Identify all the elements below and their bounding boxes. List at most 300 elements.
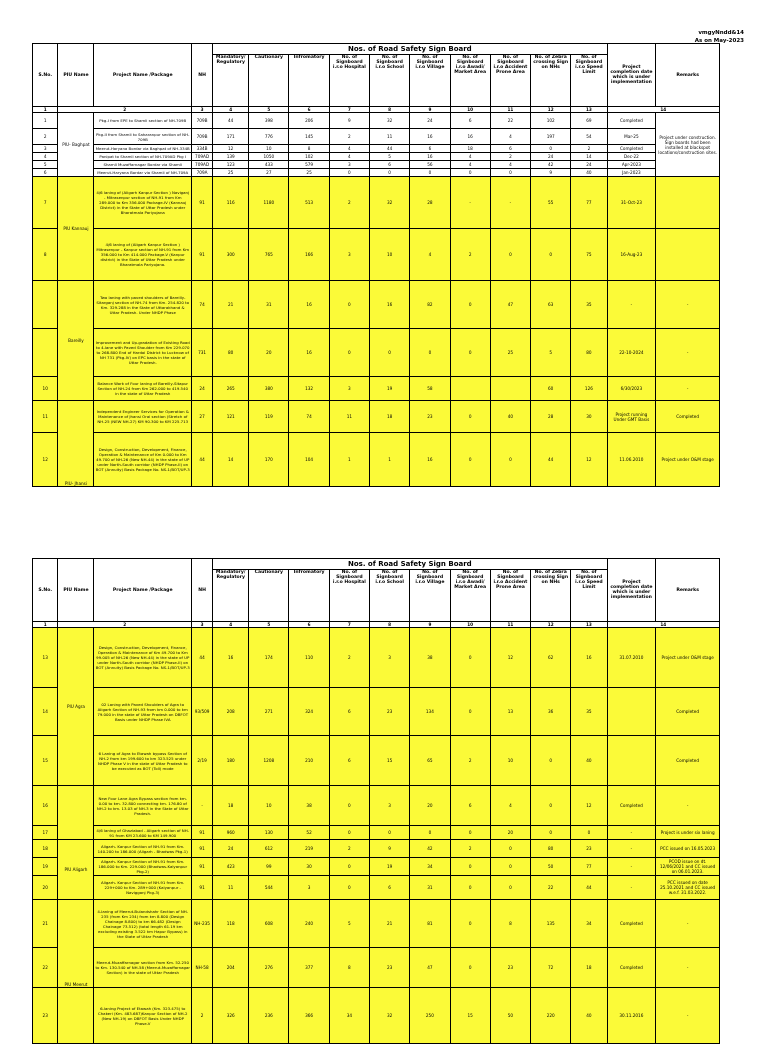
- row-sno: 20: [33, 876, 58, 900]
- row-zebra: 102: [531, 113, 571, 129]
- row-sno: 19: [33, 858, 58, 876]
- col-header-informatory: Infromatory: [289, 570, 329, 622]
- row-remarks: Completed: [656, 401, 720, 433]
- row-project-name: Panipat to Shamli section of NH-709AD Pkg I: [94, 153, 192, 161]
- row-hospital: 2: [329, 840, 369, 858]
- row-cautionary: 1180: [249, 177, 289, 229]
- row-piu-name: PIU Kannauj: [58, 177, 94, 281]
- row-project-name: 4/6 laning of Ghaziabad - Aligarh section of NH-91 from KM 23.600 to KM 149.900: [94, 826, 192, 840]
- row-mandatory: 208: [213, 688, 249, 736]
- row-market: 0: [450, 329, 490, 377]
- row-school: 32: [370, 177, 410, 229]
- row-speed: 77: [571, 858, 607, 876]
- row-accident: 0: [490, 229, 530, 281]
- row-market: 0: [450, 281, 490, 329]
- row-cautionary: 27: [249, 169, 289, 177]
- row-hospital: 0: [329, 329, 369, 377]
- row-piu-name: PIU Agra: [58, 628, 94, 786]
- row-cautionary: 20: [249, 329, 289, 377]
- row-market: -: [450, 177, 490, 229]
- col-header-piu: PIU Name: [58, 44, 94, 107]
- row-mandatory: 326: [213, 988, 249, 1044]
- col-number: 7: [329, 622, 369, 628]
- row-mandatory: 24: [213, 840, 249, 858]
- row-speed: 75: [571, 229, 607, 281]
- row-cautionary: 276: [249, 948, 289, 988]
- row-zebra: 80: [531, 840, 571, 858]
- row-completion: 30.11.2016: [607, 988, 656, 1044]
- row-zebra: 60: [531, 377, 571, 401]
- row-market: 0: [450, 900, 490, 948]
- row-cautionary: 236: [249, 988, 289, 1044]
- table-row: [33, 129, 720, 145]
- row-sno: 4: [33, 153, 58, 161]
- row-accident: 0: [490, 840, 530, 858]
- row-remarks: -: [656, 948, 720, 988]
- col-header-speed: No. of Signboard i.r.o Speed Limit: [571, 570, 607, 622]
- row-nh: 731: [191, 329, 212, 377]
- row-village: 0: [410, 826, 450, 840]
- row-village: 0: [410, 169, 450, 177]
- row-speed: 54: [571, 129, 607, 145]
- row-speed: 40: [571, 169, 607, 177]
- row-speed: 40: [571, 736, 607, 786]
- col-header-sno: S.No.: [33, 559, 58, 622]
- row-village: 134: [410, 688, 450, 736]
- col-number: 7: [329, 107, 369, 113]
- row-village: 42: [410, 840, 450, 858]
- row-village: 81: [410, 900, 450, 948]
- row-cautionary: 119: [249, 401, 289, 433]
- row-cautionary: 398: [249, 113, 289, 129]
- col-number: 11: [490, 107, 530, 113]
- row-mandatory: 116: [213, 177, 249, 229]
- col-header-mandatory: Mandatory/ Regulatory: [213, 570, 249, 622]
- row-remarks: -: [656, 329, 720, 377]
- row-speed: 23: [571, 840, 607, 858]
- row-mandatory: 18: [213, 786, 249, 826]
- row-informatory: 74: [289, 401, 329, 433]
- row-completion: Apr-2023: [607, 161, 656, 169]
- col-header-village: No. of Signboard i.r.o Village: [410, 55, 450, 107]
- row-zebra: 24: [531, 153, 571, 161]
- col-number: 10: [450, 622, 490, 628]
- row-market: 0: [450, 169, 490, 177]
- row-zebra: 63: [531, 281, 571, 329]
- table-row: [33, 876, 720, 900]
- row-speed: 80: [571, 329, 607, 377]
- row-speed: 24: [571, 161, 607, 169]
- row-nh: 709AD: [191, 161, 212, 169]
- row-informatory: 219: [289, 840, 329, 858]
- row-market: 0: [450, 826, 490, 840]
- row-school: 0: [370, 169, 410, 177]
- row-hospital: 1: [329, 433, 369, 487]
- row-sno: 16: [33, 786, 58, 826]
- row-informatory: 166: [289, 229, 329, 281]
- row-hospital: 8: [329, 948, 369, 988]
- table-row: [33, 826, 720, 840]
- row-market: 2: [450, 736, 490, 786]
- row-speed: 34: [571, 900, 607, 948]
- row-village: 34: [410, 858, 450, 876]
- row-village: 6: [410, 145, 450, 153]
- row-accident: 2: [490, 153, 530, 161]
- row-market: [450, 377, 490, 401]
- row-village: 250: [410, 988, 450, 1044]
- col-header-accident: No. of Signboard i.r.o Accident Prone Area: [490, 570, 530, 622]
- row-village: 65: [410, 736, 450, 786]
- row-sno: 21: [33, 900, 58, 948]
- row-accident: 6: [490, 145, 530, 153]
- row-market: 4: [450, 153, 490, 161]
- row-accident: 47: [490, 281, 530, 329]
- row-sno: 7: [33, 177, 58, 229]
- col-number: 6: [289, 622, 329, 628]
- row-cautionary: 170: [249, 433, 289, 487]
- row-school: 3: [370, 628, 410, 688]
- row-completion: -: [607, 281, 656, 329]
- row-mandatory: 16: [213, 628, 249, 688]
- row-piu-name: [58, 786, 94, 840]
- row-accident: 40: [490, 401, 530, 433]
- row-village: 28: [410, 177, 450, 229]
- row-mandatory: 180: [213, 736, 249, 786]
- row-informatory: 8: [289, 145, 329, 153]
- row-mandatory: 960: [213, 826, 249, 840]
- row-speed: 35: [571, 688, 607, 736]
- table-row: [33, 433, 720, 487]
- row-project-name: Pkg-I from EPE to Shamli section of NH-709B: [94, 113, 192, 129]
- row-nh: 91: [191, 858, 212, 876]
- row-cautionary: 130: [249, 826, 289, 840]
- row-informatory: 102: [289, 153, 329, 161]
- row-nh: 709A: [191, 169, 212, 177]
- row-market: 0: [450, 401, 490, 433]
- row-cautionary: 1208: [249, 736, 289, 786]
- row-remarks: -: [656, 988, 720, 1044]
- row-sno: [33, 281, 58, 329]
- row-accident: 4: [490, 129, 530, 145]
- row-completion: 31-Oct-23: [607, 177, 656, 229]
- row-sno: 15: [33, 736, 58, 786]
- col-header-nh: NH: [191, 44, 212, 107]
- row-informatory: 377: [289, 948, 329, 988]
- row-completion: -: [607, 826, 656, 840]
- row-speed: 12: [571, 433, 607, 487]
- col-number: 3: [191, 107, 212, 113]
- table-row: [33, 281, 720, 329]
- row-zebra: 0: [531, 826, 571, 840]
- row-speed: 40: [571, 988, 607, 1044]
- row-accident: 13: [490, 688, 530, 736]
- row-hospital: 0: [329, 786, 369, 826]
- col-number: 4: [213, 107, 249, 113]
- row-school: 19: [370, 377, 410, 401]
- col-header-school: No. of Signboard i.r.o School: [370, 570, 410, 622]
- row-cautionary: 1050: [249, 153, 289, 161]
- col-number: 5: [249, 622, 289, 628]
- col-number: 8: [370, 622, 410, 628]
- row-market: 15: [450, 988, 490, 1044]
- col-number: 6: [289, 107, 329, 113]
- row-village: 58: [410, 377, 450, 401]
- row-hospital: 34: [329, 988, 369, 1044]
- row-zebra: 220: [531, 988, 571, 1044]
- row-zebra: 55: [531, 177, 571, 229]
- row-nh: 2/19: [191, 736, 212, 786]
- row-speed: 69: [571, 113, 607, 129]
- row-mandatory: 204: [213, 948, 249, 988]
- row-village: 4: [410, 229, 450, 281]
- row-hospital: 0: [329, 281, 369, 329]
- row-project-name: Shamli Muzaffarnagar Bordar via Shamli: [94, 161, 192, 169]
- col-header-zebra: No. of Zebra crossing Sign on NHs: [531, 55, 571, 107]
- row-informatory: 52: [289, 826, 329, 840]
- row-village: 23: [410, 401, 450, 433]
- row-school: 15: [370, 736, 410, 786]
- row-hospital: 0: [329, 169, 369, 177]
- col-header-completion: Project completion date which is under implementation: [607, 44, 656, 107]
- row-project-name: Meerut-Haryana Bordar via Shamli of NH-709A: [94, 169, 192, 177]
- row-cautionary: 608: [249, 900, 289, 948]
- col-header-cautionary: Cautionary: [249, 55, 289, 107]
- row-zebra: 28: [531, 401, 571, 433]
- row-hospital: 3: [329, 229, 369, 281]
- col-number: 10: [450, 107, 490, 113]
- row-nh: NH-58: [191, 948, 212, 988]
- row-village: 31: [410, 876, 450, 900]
- row-market: 18: [450, 145, 490, 153]
- row-piu-name: PIU Aligarh: [58, 840, 94, 900]
- col-number: 8: [370, 107, 410, 113]
- row-speed: 14: [571, 153, 607, 161]
- row-accident: 23: [490, 948, 530, 988]
- row-accident: 8: [490, 900, 530, 948]
- row-cautionary: 776: [249, 129, 289, 145]
- row-completion: Completed: [607, 786, 656, 826]
- row-zebra: 50: [531, 858, 571, 876]
- row-informatory: 132: [289, 377, 329, 401]
- row-village: 56: [410, 161, 450, 169]
- row-remarks: -: [656, 900, 720, 948]
- row-informatory: 25: [289, 169, 329, 177]
- row-completion: Completed: [607, 145, 656, 153]
- row-accident: 50: [490, 988, 530, 1044]
- col-header-sno: S.No.: [33, 44, 58, 107]
- row-project-name: 4/6 laning of (Aligarh Kanpur Section ) Naviganj - Mitrasenpur section of NH-91 from Km 289.000 to Km 356.000 Package-IV (Kannauj District) in the State of Uttar Pradesh under Bharatmala Pariyojana: [94, 177, 192, 229]
- row-cautionary: 174: [249, 628, 289, 688]
- row-project-name: 4/6 laning of (Aligarh Kanpur Section ) Mitrasenpur - Kanpur section of NH-91 from Km 356.000 to Km 414.000 Package-V (Kanpur district) in the State of Uttar Pradesh under Bharatmala Pariyojana.: [94, 229, 192, 281]
- row-market: 0: [450, 433, 490, 487]
- row-village: 16: [410, 433, 450, 487]
- col-number: 11: [490, 622, 530, 628]
- row-informatory: 145: [289, 129, 329, 145]
- col-header-completion: Project completion date which is under implementation: [607, 559, 656, 622]
- col-header-village: No. of Signboard i.r.o Village: [410, 570, 450, 622]
- as-on-date: As on May-2023: [694, 38, 744, 44]
- col-number: 14: [607, 107, 719, 113]
- row-nh: 2: [191, 988, 212, 1044]
- row-market: 4: [450, 161, 490, 169]
- row-nh: NH-235: [191, 900, 212, 948]
- row-school: 6: [370, 161, 410, 169]
- row-nh: 24: [191, 377, 212, 401]
- row-accident: 0: [490, 858, 530, 876]
- row-speed: 126: [571, 377, 607, 401]
- row-cautionary: 10: [249, 786, 289, 826]
- row-accident: 10: [490, 736, 530, 786]
- col-header-cautionary: Cautionary: [249, 570, 289, 622]
- row-completion: Completed: [607, 900, 656, 948]
- col-number: 13: [571, 622, 607, 628]
- row-zebra: 0: [531, 229, 571, 281]
- row-market: 0: [450, 688, 490, 736]
- row-sno: 11: [33, 401, 58, 433]
- table-row: [33, 840, 720, 858]
- row-mandatory: 423: [213, 858, 249, 876]
- row-piu-name: PIU Meerut: [58, 900, 94, 988]
- col-number: 12: [531, 622, 571, 628]
- row-speed: 2: [571, 145, 607, 153]
- row-completion: 6/30/2023: [607, 377, 656, 401]
- row-mandatory: 123: [213, 161, 249, 169]
- row-completion: -: [607, 858, 656, 876]
- row-school: 16: [370, 281, 410, 329]
- row-completion: Mar-25: [607, 129, 656, 145]
- row-speed: 0: [571, 826, 607, 840]
- row-remarks: PCC issued on date 25.10.2021 and CC issued w.e.f. 31.03.2022.: [656, 876, 720, 900]
- row-project-name: Pkg-II from Shamli to Saharanpur section of NH-709B: [94, 129, 192, 145]
- row-school: 23: [370, 688, 410, 736]
- row-zebra: 42: [531, 161, 571, 169]
- row-project-name: Aligarh- Kanpur Section of NH-91 from Km. 186.000 to Km. 229.000 (Bhadwas-Kalyanpur Pkg-2): [94, 858, 192, 876]
- col-header-zebra: No. of Zebra crossing Sign on NHs: [531, 570, 571, 622]
- row-informatory: 16: [289, 329, 329, 377]
- row-completion: 31.07.2010: [607, 628, 656, 688]
- row-project-name: 4-laning of Meerut-Bulandshahr Section of NH-235 (from Km 234) from km 8.800 (Design Chainage 8.800) to km 66.482 (Design Chainage 73.512) (total length 61.19 km excluding existing 3.522 km Hapur Bypass) in the State of Uttar Pradesh: [94, 900, 192, 948]
- table-row: [33, 786, 720, 826]
- row-speed: 44: [571, 876, 607, 900]
- row-mandatory: 12: [213, 145, 249, 153]
- row-completion: Jan-2023: [607, 169, 656, 177]
- col-number: 9: [410, 107, 450, 113]
- row-informatory: 16: [289, 281, 329, 329]
- row-mandatory: 171: [213, 129, 249, 145]
- row-school: 32: [370, 988, 410, 1044]
- row-completion: Project running Under GMT Basis: [607, 401, 656, 433]
- row-hospital: 0: [329, 876, 369, 900]
- row-completion: 16-Aug-23: [607, 229, 656, 281]
- row-remarks: PCOD issue on dt. 12/06/2021 and CC issued on 06.01.2023.: [656, 858, 720, 876]
- col-header-mandatory: Mandatory/ Regulatory: [213, 55, 249, 107]
- row-sno: 12: [33, 433, 58, 487]
- row-nh: 91: [191, 876, 212, 900]
- row-zebra: 0: [531, 786, 571, 826]
- row-village: 16: [410, 153, 450, 161]
- row-accident: [490, 377, 530, 401]
- row-school: 3: [370, 786, 410, 826]
- table-row: [33, 688, 720, 736]
- row-accident: 4: [490, 786, 530, 826]
- row-project-name: Independent Engineer Services for Operation & Maintenance of Jhansi Orai section (Stretch of NH-25 (NEW NH-27) KM 90.300 to KM 225.713: [94, 401, 192, 433]
- row-cautionary: 271: [249, 688, 289, 736]
- row-project-name: Design, Construction, Development, Finance, Operation & Maintenance of Km 0.000 to Km 49.700 of NH-26 (New NH-44) in the state of UP under North-South corridor (NHDP Phase-II) on BOT (Annuity) Basis Package No. NS-1/BOT/UP-3: [94, 433, 192, 487]
- row-project-name: Aligarh- Kanpur Section of NH-91 from Km. 140.200 to 186.000 (Aligarh - Bhadwas Pkg-1): [94, 840, 192, 858]
- row-informatory: 210: [289, 736, 329, 786]
- row-project-name: New Four Lane Agra Bypass section from km. 0.00 to km. 32.800 connecting km. 176.80 of NH-2 to km. 13.03 of NH-3 in the State of Uttar Pradesh.: [94, 786, 192, 826]
- row-project-name: Meerut-Muzaffarnagar section from Km. 52.250 to Km. 130.540 of NH-58 (Meerut-Muzaffarnagar Section) in the state of Uttar Pradesh: [94, 948, 192, 988]
- col-number: 9: [410, 622, 450, 628]
- row-school: 23: [370, 948, 410, 988]
- row-remarks: Completed: [656, 736, 720, 786]
- row-accident: 25: [490, 329, 530, 377]
- table-row: [33, 145, 720, 153]
- row-hospital: 2: [329, 129, 369, 145]
- col-header-piu: PIU Name: [58, 559, 94, 622]
- row-informatory: 104: [289, 433, 329, 487]
- row-school: 11: [370, 129, 410, 145]
- col-number: 14: [607, 622, 719, 628]
- table-row: [33, 329, 720, 377]
- row-nh: 334B: [191, 145, 212, 153]
- row-accident: 0: [490, 876, 530, 900]
- row-mandatory: 44: [213, 113, 249, 129]
- table-row: [33, 628, 720, 688]
- row-accident: 4: [490, 161, 530, 169]
- col-header-market: No. of Signboard i.r.o Awadi/ Market Area: [450, 570, 490, 622]
- row-cautionary: 380: [249, 377, 289, 401]
- col-header-hospital: No. of Signboard i.r.o Hospital: [329, 55, 369, 107]
- row-sno: 13: [33, 628, 58, 688]
- table-row: [33, 377, 720, 401]
- row-market: 0: [450, 858, 490, 876]
- row-hospital: 0: [329, 826, 369, 840]
- row-hospital: 4: [329, 145, 369, 153]
- row-school: 21: [370, 900, 410, 948]
- col-number: 1: [33, 622, 58, 628]
- row-zebra: 44: [531, 433, 571, 487]
- row-informatory: 579: [289, 161, 329, 169]
- row-sno: 1: [33, 113, 58, 129]
- row-market: 6: [450, 786, 490, 826]
- col-number: 2: [58, 107, 192, 113]
- row-school: 19: [370, 858, 410, 876]
- col-header-informatory: Infromatory: [289, 55, 329, 107]
- row-nh: 709B: [191, 113, 212, 129]
- row-zebra: 0: [531, 145, 571, 153]
- row-informatory: 240: [289, 900, 329, 948]
- row-remarks: Project under O&M stage: [656, 628, 720, 688]
- row-remarks: PCC issued on 16.05.2023: [656, 840, 720, 858]
- row-mandatory: 300: [213, 229, 249, 281]
- row-completion: Dec-22: [607, 153, 656, 161]
- row-school: 5: [370, 153, 410, 161]
- row-speed: 12: [571, 786, 607, 826]
- table-row: [33, 401, 720, 433]
- table-row: [33, 988, 720, 1044]
- row-informatory: 30: [289, 858, 329, 876]
- row-village: 38: [410, 628, 450, 688]
- row-informatory: 3: [289, 876, 329, 900]
- row-remarks: Project under O&M stage: [656, 433, 720, 487]
- row-speed: 18: [571, 948, 607, 988]
- row-sno: 22: [33, 948, 58, 988]
- table-title: Nos. of Road Safety Sign Board: [213, 559, 607, 570]
- table-row: [33, 736, 720, 786]
- row-mandatory: 21: [213, 281, 249, 329]
- row-mandatory: 265: [213, 377, 249, 401]
